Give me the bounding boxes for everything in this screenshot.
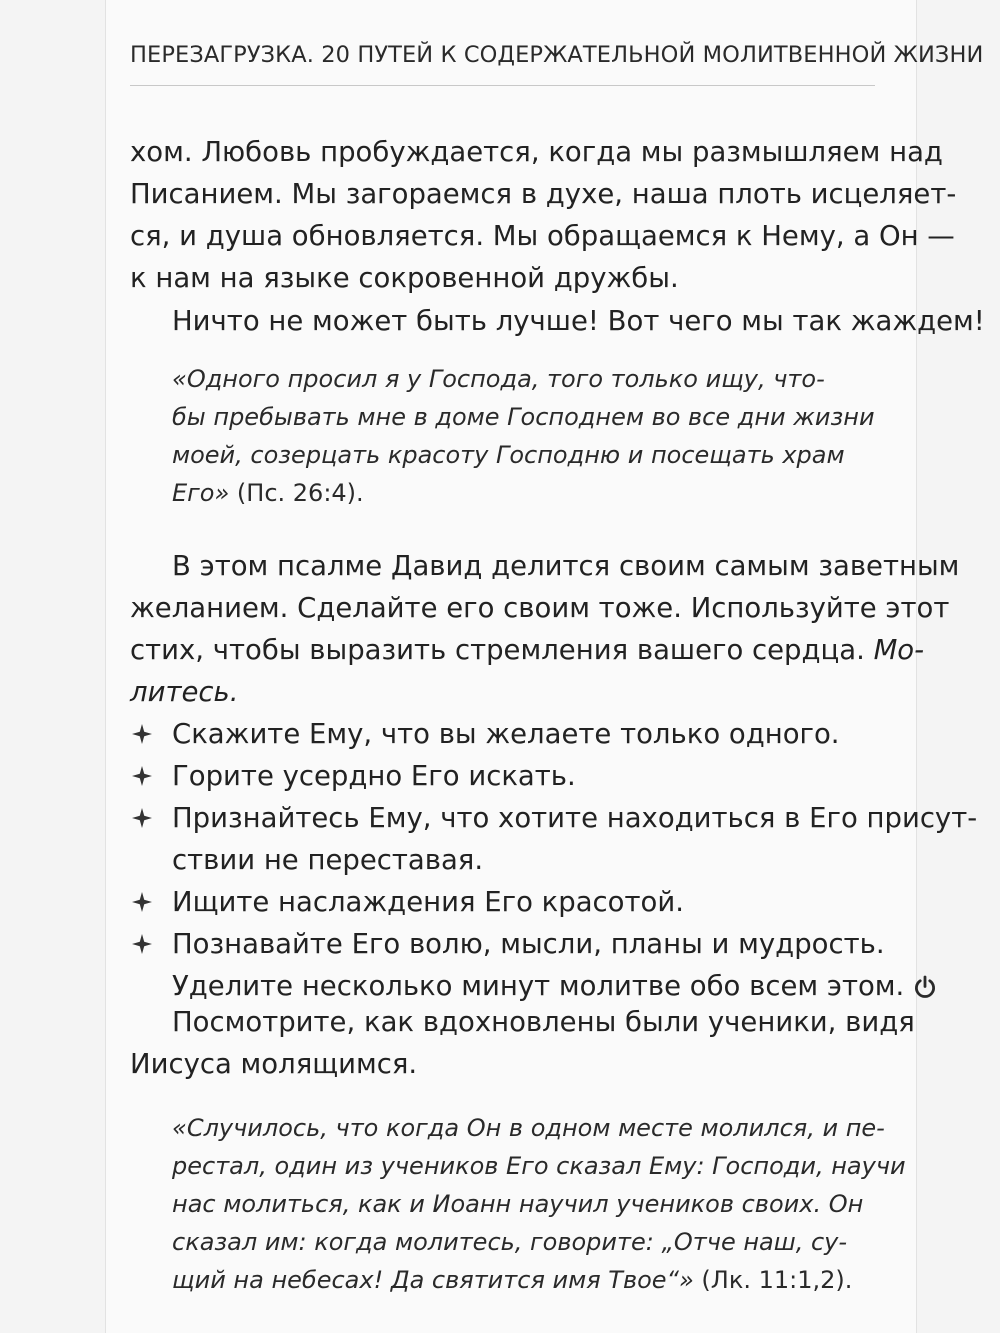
list-item-text: Скажите Ему, что вы желаете только одного. [172,718,840,750]
paragraph-line: В этом псалме Давид делится своим самым заветным [172,550,960,582]
quote-line: бы пребывать мне в доме Господнем во все дни жизни [172,403,875,431]
paragraph-line [130,671,880,713]
paragraph-line: хом. Любовь пробуждается, когда мы размышляем над [130,136,943,168]
paragraph-line: Ничто не может быть лучше! Вот чего мы так жаждем! [172,305,985,337]
scripture-reference: (Пс. 26:4). [229,479,364,507]
quote-line: рестал, один из учеников Его сказал Ему: Господи, научи [172,1152,906,1180]
paragraph-line: к нам на языке сокровенной дружбы. [130,262,679,294]
four-point-star-icon [130,755,154,797]
paragraph-italic: Мо- [873,634,925,666]
list-item-text: Горите усердно Его искать. [172,760,576,792]
power-icon [912,974,938,1000]
list-item-text: Познавайте Его волю, мысли, планы и мудрость. [172,928,885,960]
quote-italic: щий на небесах! Да святится имя Твое“» [172,1266,694,1294]
paragraph-italic: литесь. [130,676,239,708]
paragraph-line: Посмотрите, как вдохновлены были ученики, видя [172,1006,915,1038]
quote-line: нас молиться, как и Иоанн научил учеников своих. Он [172,1190,864,1218]
paragraph-text: стих, чтобы выразить стремления вашего сердца. [130,634,874,666]
list-item-text: Признайтесь Ему, что хотите находиться в Его присут- [172,802,978,834]
four-point-star-icon [130,881,154,923]
quote-line: «Одного просил я у Господа, того только ищу, что- [172,365,825,393]
four-point-star-icon [130,797,154,839]
scripture-reference: (Лк. 11:1,2). [693,1266,853,1294]
list-item-text: Ищите наслаждения Его красотой. [172,886,684,918]
quote-italic: Его» [172,479,230,507]
four-point-star-icon [130,713,154,755]
paragraph-line: желанием. Сделайте его своим тоже. Используйте этот [130,592,950,624]
header-rule [130,85,875,86]
paragraph-line: ся, и душа обновляется. Мы обращаемся к Нему, а Он — [130,220,955,252]
quote-line [172,1261,872,1299]
quote-line: сказал им: когда молитесь, говорите: „Отче наш, су- [172,1228,848,1256]
four-point-star-icon [130,923,154,965]
paragraph-line: Иисуса молящимся. [130,1048,418,1080]
paragraph-line [130,629,925,671]
running-head: ПЕРЕЗАГРУЗКА. 20 ПУТЕЙ К СОДЕРЖАТЕЛЬНОЙ МОЛИТВЕННОЙ ЖИЗНИ [130,42,984,68]
closing-text: Уделите несколько минут молитве обо всем этом. [172,970,905,1002]
quote-line: моей, созерцать красоту Господню и посещать храм [172,441,845,469]
list-item-continuation: ствии не переставая. [172,844,484,876]
paragraph-line: Писанием. Мы загораемся в духе, наша плоть исцеляет- [130,178,957,210]
quote-line: «Случилось, что когда Он в одном месте молился, и пе- [172,1114,885,1142]
quote-line [172,474,872,512]
